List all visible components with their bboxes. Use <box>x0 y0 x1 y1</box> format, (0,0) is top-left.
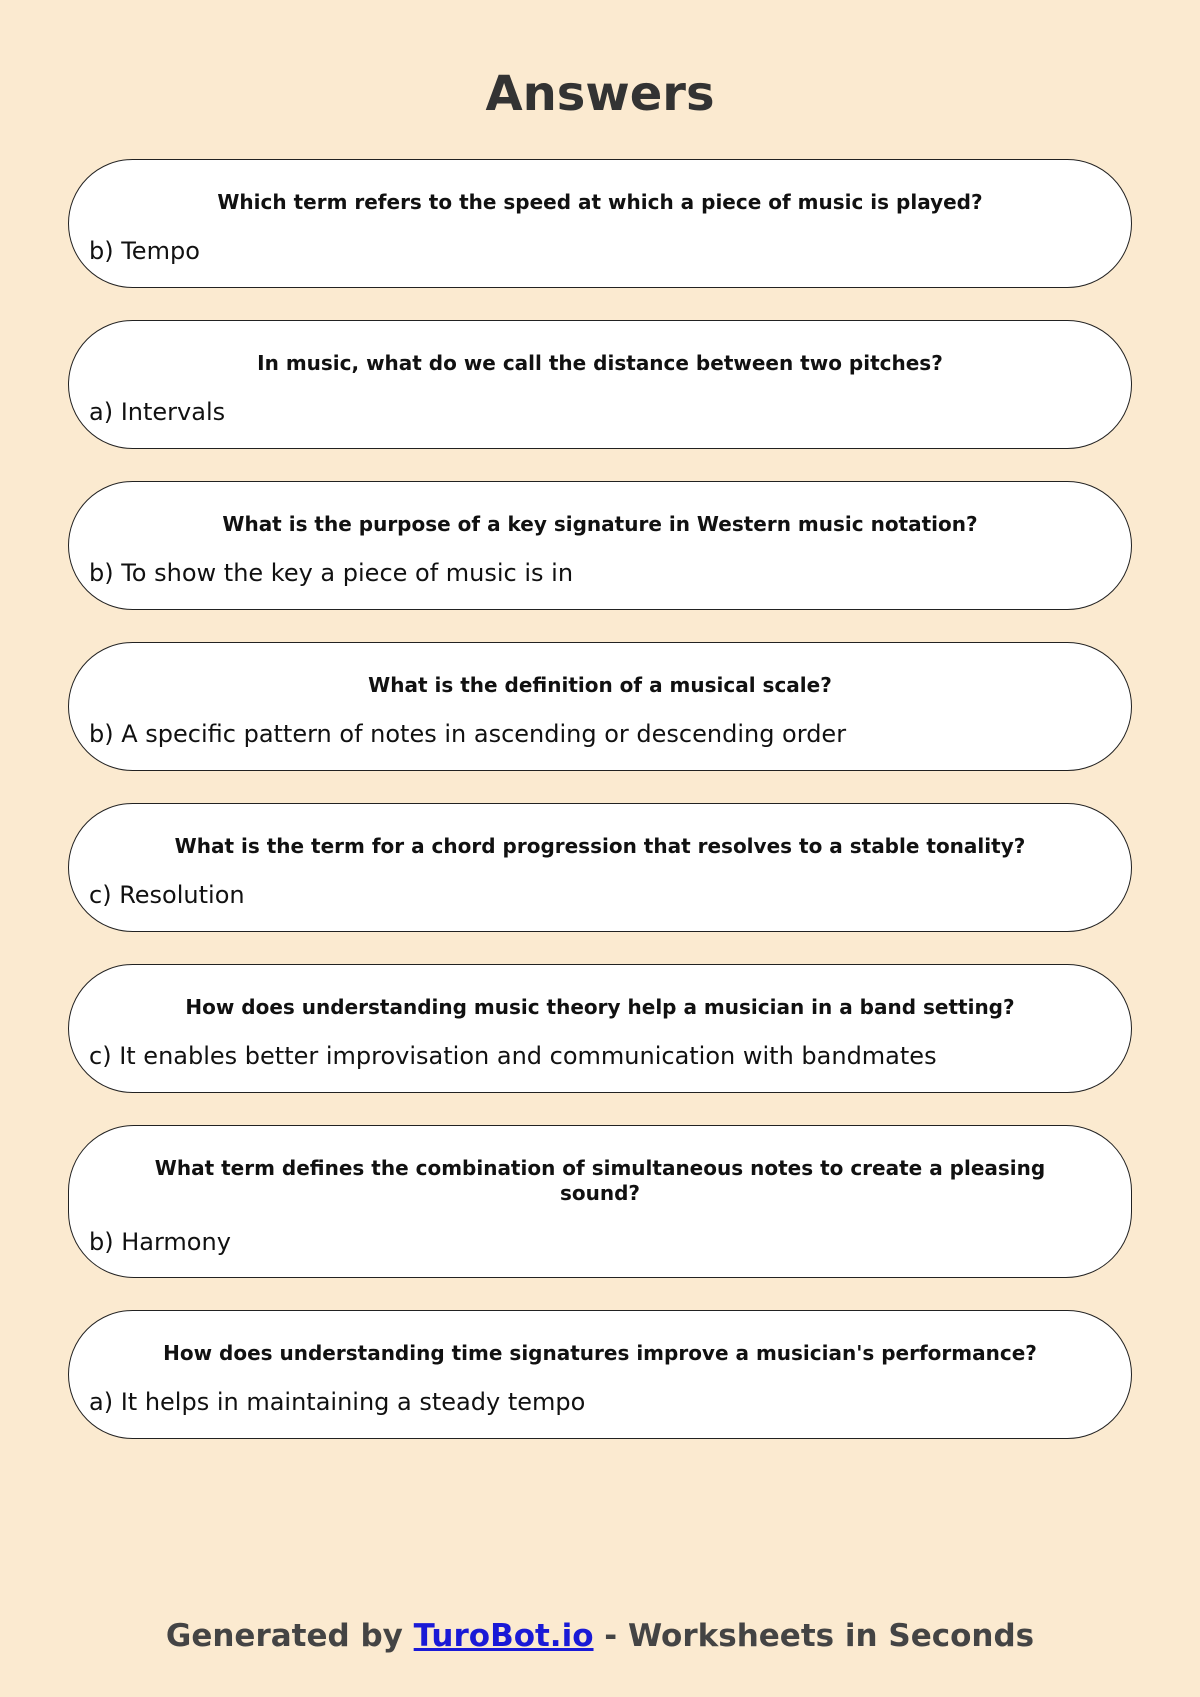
answer-text: c) Resolution <box>89 881 245 909</box>
answer-card <box>68 803 1132 932</box>
question-text: How does understanding time signatures improve a musician's performance? <box>163 1341 1037 1365</box>
question-text: What is the purpose of a key signature in Western music notation? <box>222 512 978 536</box>
footer-prefix: Generated by <box>165 1618 414 1654</box>
answer-text: b) Harmony <box>89 1228 231 1256</box>
answer-text: c) It enables better improvisation and communication with bandmates <box>89 1042 937 1070</box>
answer-card <box>68 1125 1132 1278</box>
question-text: How does understanding music theory help a musician in a band setting? <box>185 995 1015 1019</box>
answer-card <box>68 642 1132 771</box>
footer-suffix: - Worksheets in Seconds <box>593 1618 1035 1654</box>
answer-text: b) A specific pattern of notes in ascending or descending order <box>89 720 847 748</box>
answer-card <box>68 964 1132 1093</box>
page-title: Answers <box>485 66 715 122</box>
answer-text: a) It helps in maintaining a steady tempo <box>89 1388 586 1416</box>
answers-list <box>68 159 1132 1471</box>
question-text: What term defines the combination of simultaneous notes to create a pleasing sound? <box>154 1156 1046 1205</box>
answer-card <box>68 1310 1132 1439</box>
turobot-link[interactable]: TuroBot.io <box>413 1618 594 1654</box>
question-text: What is the term for a chord progression that resolves to a stable tonality? <box>174 834 1026 858</box>
answer-text: a) Intervals <box>89 398 226 426</box>
answer-card <box>68 159 1132 288</box>
answer-text: b) Tempo <box>89 237 200 265</box>
answer-card <box>68 481 1132 610</box>
question-text: Which term refers to the speed at which a piece of music is played? <box>217 190 983 214</box>
question-text: In music, what do we call the distance between two pitches? <box>257 351 943 375</box>
question-text: What is the definition of a musical scale? <box>368 673 832 697</box>
answer-card <box>68 320 1132 449</box>
answer-text: b) To show the key a piece of music is in <box>89 559 574 587</box>
footer <box>0 1618 1200 1655</box>
